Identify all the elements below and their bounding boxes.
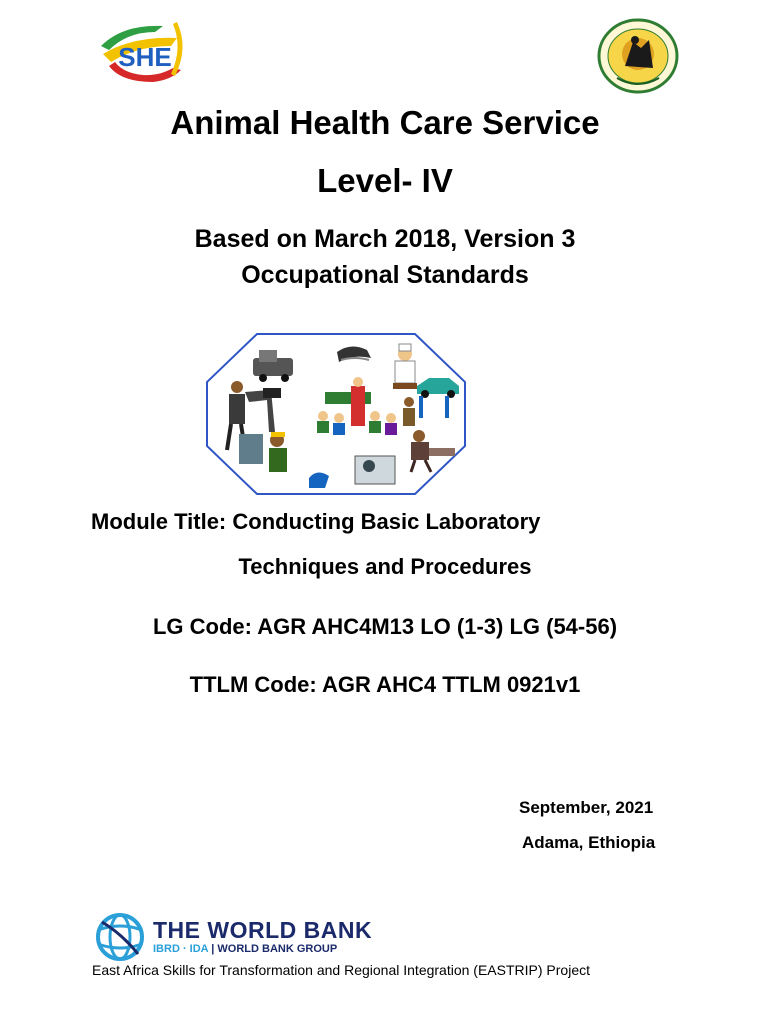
world-bank-name: THE WORLD BANK [153,917,373,943]
module-title-line1: Module Title: Conducting Basic Laboratory [91,509,541,534]
occupations-illustration [205,332,467,496]
module-title-line2: Techniques and Procedures [238,554,532,579]
publication-place: Adama, Ethiopia [522,833,656,852]
project-footer: East Africa Skills for Transformation and Regional Integration (EASTRIP) Project [92,962,590,978]
occupations-clipart-icon [205,332,467,496]
world-bank-ibrd-ida: IBRD · IDA [153,943,209,955]
she-logo-text: SHE [118,42,172,72]
publication-date: September, 2021 [519,798,654,817]
ttlm-code: TTLM Code: AGR AHC4 TTLM 0921v1 [189,672,581,697]
document-level: Level- IV [317,162,453,199]
world-bank-globe [92,912,148,962]
world-bank-subtitle [153,943,337,955]
document-title: Animal Health Care Service [170,104,600,141]
federal-tvet-seal [597,18,679,94]
federal-tvet-agency-seal-icon [597,18,679,94]
world-bank-group: | WORLD BANK GROUP [208,943,338,955]
she-logo [93,18,193,88]
standards-basis-line1: Based on March 2018, Version 3 [194,225,576,253]
she-logo-icon [93,18,193,88]
lg-code: LG Code: AGR AHC4M13 LO (1-3) LG (54-56) [152,614,618,639]
world-bank-globe-icon [92,912,148,962]
standards-basis-line2: Occupational Standards [241,261,529,289]
